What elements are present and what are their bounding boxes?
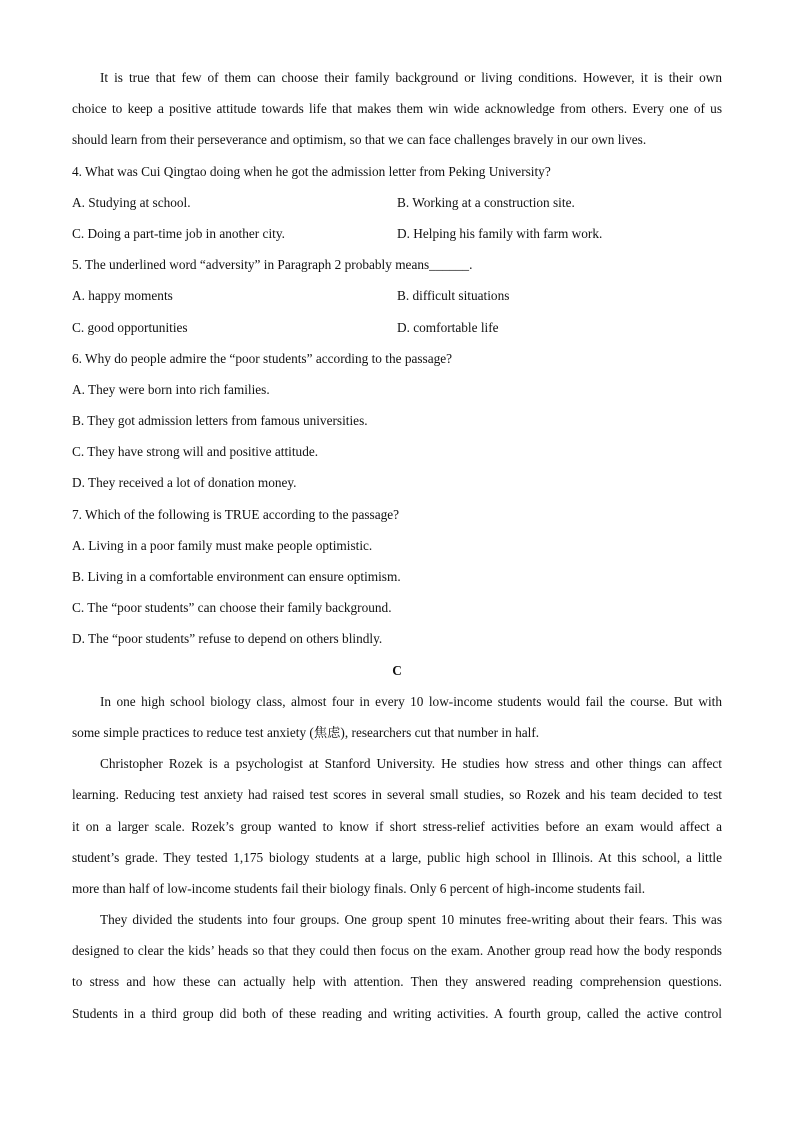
- option-d: D. comfortable life: [397, 319, 499, 335]
- option-c: C. The “poor students” can choose their family background.: [72, 600, 392, 616]
- option-c: C. They have strong will and positive attitude.: [72, 444, 319, 460]
- paragraph-line: designed to clear the kids’ heads so that they could then focus on the exam. Another group read how the body responds: [72, 943, 722, 959]
- section-c-heading: C: [392, 662, 402, 678]
- paragraph-line: some simple practices to reduce test anxiety (焦虑), researchers cut that number in half.: [72, 724, 540, 740]
- option-a: A. Living in a poor family must make people optimistic.: [72, 537, 373, 553]
- option-d: D. They received a lot of donation money.: [72, 475, 297, 491]
- paragraph-line: choice to keep a positive attitude towards life that makes them win wide acknowledge from others. Every one of us: [72, 101, 722, 117]
- question-stem: 6. Why do people admire the “poor students” according to the passage?: [72, 350, 453, 366]
- question-5: [72, 249, 722, 343]
- option-b: B. They got admission letters from famous universities.: [72, 413, 368, 429]
- paragraph-line: Students in a third group did both of these reading and writing activities. A fourth group, called the active control: [72, 1005, 722, 1021]
- section-c-paragraph-1: [72, 686, 722, 748]
- document-page: [72, 62, 722, 1029]
- option-b: B. difficult situations: [397, 288, 510, 304]
- passage-b-closing-paragraph: [72, 62, 722, 156]
- paragraph-line: should learn from their perseverance and optimism, so that we can face challenges bravely in our own lives.: [72, 132, 647, 148]
- paragraph-line: They divided the students into four groups. One group spent 10 minutes free-writing about their fears. This was: [100, 912, 722, 928]
- option-d: D. The “poor students” refuse to depend on others blindly.: [72, 631, 383, 647]
- section-c-paragraph-2: [72, 748, 722, 904]
- paragraph-line: it on a larger scale. Rozek’s group wanted to know if short stress-relief activities before an exam would affect a: [72, 818, 722, 834]
- option-b: B. Living in a comfortable environment can ensure optimism.: [72, 569, 401, 584]
- question-7: [72, 499, 722, 655]
- option-a: A. happy moments: [72, 288, 173, 304]
- option-a: A. Studying at school.: [72, 194, 191, 210]
- option-b: B. Working at a construction site.: [397, 194, 575, 210]
- paragraph-line: Christopher Rozek is a psychologist at Stanford University. He studies how stress and other things can affect: [100, 756, 722, 772]
- question-stem: 7. Which of the following is TRUE according to the passage?: [72, 506, 400, 522]
- section-c-paragraph-3: [72, 904, 722, 1029]
- paragraph-line: It is true that few of them can choose their family background or living conditions. However, it is their own: [100, 70, 722, 85]
- question-stem: 4. What was Cui Qingtao doing when he got the admission letter from Peking University?: [72, 163, 551, 179]
- option-c: C. good opportunities: [72, 319, 188, 335]
- question-6: [72, 343, 722, 499]
- paragraph-line: student’s grade. They tested 1,175 biology students at a large, public high school in Illinois. At this school, a little: [72, 849, 722, 865]
- paragraph-line: In one high school biology class, almost four in every 10 low-income students would fail the course. But with: [100, 693, 722, 709]
- question-stem: 5. The underlined word “adversity” in Paragraph 2 probably means______.: [72, 257, 473, 273]
- question-4: [72, 156, 722, 250]
- paragraph-line: more than half of low-income students fail their biology finals. Only 6 percent of high-income students fail.: [72, 880, 646, 896]
- paragraph-line: to stress and how these can actually help with attention. Then they answered reading comprehension questions.: [72, 974, 722, 990]
- option-d: D. Helping his family with farm work.: [397, 225, 603, 241]
- option-a: A. They were born into rich families.: [72, 381, 270, 397]
- option-c: C. Doing a part-time job in another city.: [72, 225, 285, 241]
- paragraph-line: learning. Reducing test anxiety had raised test scores in several small studies, so Rozek and his team decided to test: [72, 787, 722, 803]
